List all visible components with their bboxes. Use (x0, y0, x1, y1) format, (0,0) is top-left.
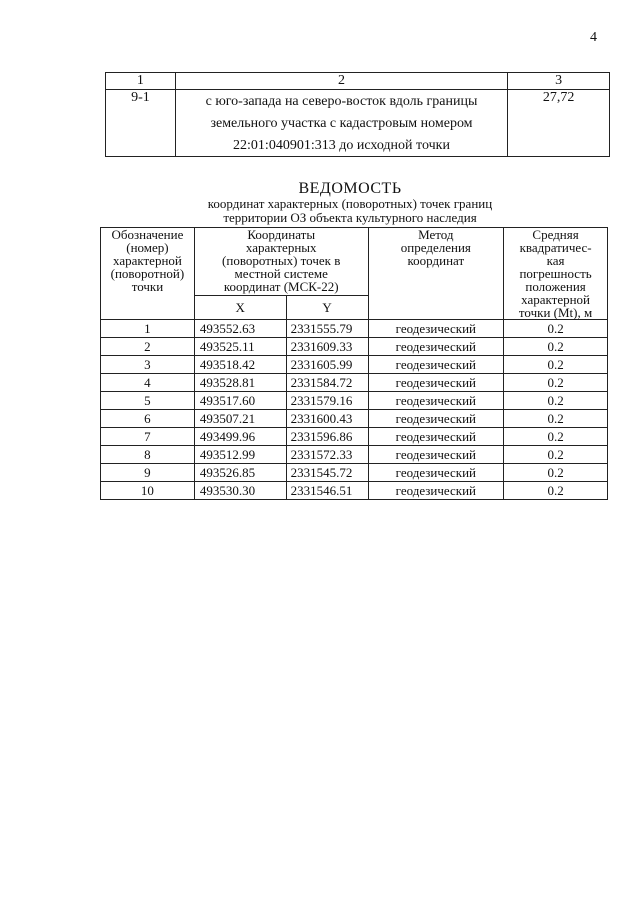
description-line: с юго-запада на северо-восток вдоль границы (205, 94, 478, 109)
table-row (101, 338, 608, 356)
table-row (101, 374, 608, 392)
header-line: квадратичес- (519, 240, 592, 255)
header-line: положения (525, 279, 586, 294)
table-row (101, 464, 608, 482)
table-row (101, 482, 608, 500)
x-coordinate-cell: 493499.96 (194, 428, 286, 446)
header-y: Y (286, 296, 368, 320)
x-coordinate-cell: 493518.42 (194, 356, 286, 374)
error-cell: 0.2 (504, 428, 608, 446)
column-number-3: 3 (508, 73, 610, 90)
header-x: X (194, 296, 286, 320)
segment-point: 9-1 (106, 90, 176, 157)
table-row (101, 410, 608, 428)
x-coordinate-cell: 493552.63 (194, 320, 286, 338)
segment-description (175, 90, 507, 157)
x-coordinate-cell: 493528.81 (194, 374, 286, 392)
header-line: характерной (521, 292, 591, 307)
column-number-2: 2 (175, 73, 507, 90)
x-coordinate-cell: 493530.30 (194, 482, 286, 500)
error-cell: 0.2 (504, 356, 608, 374)
method-cell: геодезический (368, 356, 504, 374)
method-cell: геодезический (368, 446, 504, 464)
header-line: Обозначение (111, 227, 184, 242)
table-row (101, 356, 608, 374)
header-line: координат (МСК-22) (223, 279, 339, 294)
header-line: кая (546, 253, 565, 268)
method-cell: геодезический (368, 428, 504, 446)
header-line: точки (Mt), м (518, 305, 593, 320)
document-subtitle-line: координат характерных (поворотных) точек границ (207, 196, 493, 211)
y-coordinate-cell: 2331600.43 (286, 410, 368, 428)
y-coordinate-cell: 2331609.33 (286, 338, 368, 356)
method-cell: геодезический (368, 410, 504, 428)
page-number: 4 (590, 30, 597, 45)
header-line: определения (400, 240, 471, 255)
method-cell: геодезический (368, 464, 504, 482)
y-coordinate-cell: 2331584.72 (286, 374, 368, 392)
header-line: (поворотной) (110, 266, 185, 281)
point-number-cell: 6 (101, 410, 195, 428)
header-line: Метод (418, 227, 454, 242)
table-row (101, 392, 608, 410)
y-coordinate-cell: 2331555.79 (286, 320, 368, 338)
method-cell: геодезический (368, 320, 504, 338)
point-number-cell: 7 (101, 428, 195, 446)
point-number-cell: 4 (101, 374, 195, 392)
boundary-segment-table (105, 72, 610, 157)
table-row (101, 320, 608, 338)
x-coordinate-cell: 493525.11 (194, 338, 286, 356)
header-line: (номер) (126, 240, 169, 255)
column-number-1: 1 (106, 73, 176, 90)
header-mean-square-error (504, 228, 608, 320)
error-cell: 0.2 (504, 392, 608, 410)
table-row (101, 446, 608, 464)
table-row (101, 428, 608, 446)
header-line: характерной (112, 253, 182, 268)
method-cell: геодезический (368, 338, 504, 356)
header-line: местной системе (234, 266, 328, 281)
x-coordinate-cell: 493507.21 (194, 410, 286, 428)
error-cell: 0.2 (504, 482, 608, 500)
table-header-row (106, 73, 610, 90)
y-coordinate-cell: 2331546.51 (286, 482, 368, 500)
y-coordinate-cell: 2331545.72 (286, 464, 368, 482)
point-number-cell: 10 (101, 482, 195, 500)
x-coordinate-cell: 493517.60 (194, 392, 286, 410)
x-coordinate-cell: 493526.85 (194, 464, 286, 482)
header-line: Средняя (532, 227, 579, 242)
coordinates-table (100, 227, 608, 500)
error-cell: 0.2 (504, 320, 608, 338)
point-number-cell: 1 (101, 320, 195, 338)
point-number-cell: 2 (101, 338, 195, 356)
error-cell: 0.2 (504, 446, 608, 464)
header-point-designation (101, 228, 195, 320)
method-cell: геодезический (368, 482, 504, 500)
header-line: погрешность (519, 266, 592, 281)
error-cell: 0.2 (504, 410, 608, 428)
y-coordinate-cell: 2331579.16 (286, 392, 368, 410)
y-coordinate-cell: 2331596.86 (286, 428, 368, 446)
error-cell: 0.2 (504, 338, 608, 356)
description-line: земельного участка с кадастровым номером (210, 116, 473, 131)
header-line: (поворотных) точек в (222, 253, 341, 268)
header-line: Координаты (247, 227, 316, 242)
table-header-row (101, 228, 608, 296)
y-coordinate-cell: 2331605.99 (286, 356, 368, 374)
document-subtitle-line: территории ОЗ объекта культурного наследия (223, 210, 477, 225)
x-coordinate-cell: 493512.99 (194, 446, 286, 464)
description-line: 22:01:040901:313 до исходной точки (233, 138, 450, 153)
table-row (106, 90, 610, 157)
point-number-cell: 5 (101, 392, 195, 410)
point-number-cell: 9 (101, 464, 195, 482)
header-line: характерных (245, 240, 317, 255)
header-line: координат (407, 253, 465, 268)
point-number-cell: 3 (101, 356, 195, 374)
y-coordinate-cell: 2331572.33 (286, 446, 368, 464)
point-number-cell: 8 (101, 446, 195, 464)
document-title: ВЕДОМОСТЬ (298, 180, 402, 197)
error-cell: 0.2 (504, 464, 608, 482)
method-cell: геодезический (368, 392, 504, 410)
method-cell: геодезический (368, 374, 504, 392)
header-line: точки (131, 279, 164, 294)
error-cell: 0.2 (504, 374, 608, 392)
header-method (368, 228, 504, 320)
segment-distance: 27,72 (508, 90, 610, 157)
header-coordinates (194, 228, 368, 296)
